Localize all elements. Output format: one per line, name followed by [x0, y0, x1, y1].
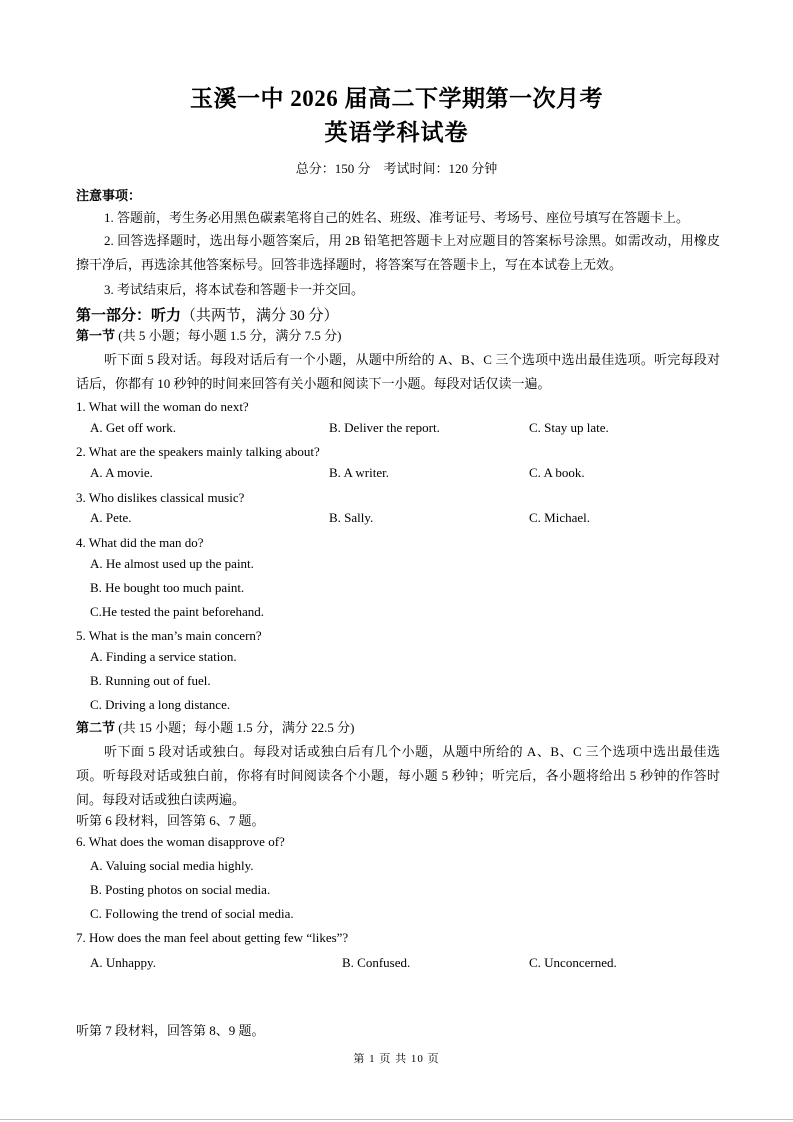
question-7-stem: 7. How does the man feel about getting few “likes”? — [76, 930, 349, 945]
bottom-rule — [0, 1119, 793, 1120]
section2-material-7: 听第 7 段材料，回答第 8、9 题。 — [76, 1023, 265, 1038]
part1-heading-rest: （共两节，满分 30 分） — [181, 308, 339, 324]
question-7-option-a: A. Unhappy. — [90, 955, 156, 970]
notice-item-1: 1. 答题前，考生务必用黑色碳素笔将自己的姓名、班级、准考证号、考场号、座位号填写在答题卡上。 — [104, 210, 690, 225]
question-1-stem: 1. What will the woman do next? — [76, 399, 249, 414]
question-3-stem: 3. Who dislikes classical music? — [76, 490, 245, 505]
section2-heading-rest: (共 15 小题；每小题 1.5 分，满分 22.5 分) — [115, 720, 355, 735]
notice-item-2: 2. 回答选择题时，选出每小题答案后，用 2B 铅笔把答题卡上对应题目的答案标号涂黑。如需改动，用橡皮擦干净后，再选涂其他答案标号。回答非选择题时，将答案写在答题卡上，写在本试卷上无效。 — [76, 233, 720, 272]
question-6-option-b: B. Posting photos on social media. — [90, 882, 271, 897]
question-6-option-c: C. Following the trend of social media. — [90, 906, 294, 921]
question-1-option-c: C. Stay up late. — [529, 420, 609, 435]
section2-heading — [76, 719, 354, 737]
section1-heading-rest: (共 5 小题；每小题 1.5 分，满分 7.5 分) — [115, 328, 342, 343]
question-4-stem: 4. What did the man do? — [76, 535, 204, 550]
notice-heading: 注意事项： — [76, 188, 142, 203]
section1-heading-bold: 第一节 — [76, 328, 116, 343]
notice-item-3: 3. 考试结束后，将本试卷和答题卡一并交回。 — [104, 282, 365, 297]
question-7-option-b: B. Confused. — [342, 955, 411, 970]
exam-meta: 总分：150 分 考试时间：120 分钟 — [295, 161, 498, 176]
section2-heading-bold: 第二节 — [76, 720, 116, 735]
question-2-stem: 2. What are the speakers mainly talking about? — [76, 444, 320, 459]
section2-instructions: 听下面 5 段对话或独白。每段对话或独白后有几个小题，从题中所给的 A、B、C 三个选项中选出最佳选项。听每段对话或独白前，你将有时间阅读各个小题，每小题 5 秒钟；听完后，各小题将给出 5 秒钟的作答时间。每段对话或独白读两遍。 — [76, 744, 720, 807]
question-7-option-c: C. Unconcerned. — [529, 955, 617, 970]
question-5-option-a: A. Finding a service station. — [90, 649, 237, 664]
exam-subtitle: 英语学科试卷 — [324, 120, 469, 145]
question-3-option-b: B. Sally. — [329, 510, 374, 525]
question-5-stem: 5. What is the man’s main concern? — [76, 628, 262, 643]
question-2-option-c: C. A book. — [529, 465, 585, 480]
page-footer: 第 1 页 共 10 页 — [353, 1053, 440, 1065]
question-4-option-a: A. He almost used up the paint. — [90, 556, 254, 571]
question-6-stem: 6. What does the woman disapprove of? — [76, 834, 285, 849]
question-6-option-a: A. Valuing social media highly. — [90, 858, 254, 873]
question-1-option-a: A. Get off work. — [90, 420, 177, 435]
question-5-option-c: C. Driving a long distance. — [90, 697, 231, 712]
question-3-option-a: A. Pete. — [90, 510, 132, 525]
question-4-option-b: B. He bought too much paint. — [90, 580, 245, 595]
section1-heading — [76, 327, 341, 345]
part1-heading — [76, 304, 339, 325]
question-5-option-b: B. Running out of fuel. — [90, 673, 211, 688]
question-4-option-c: C.He tested the paint beforehand. — [90, 604, 264, 619]
section1-instructions: 听下面 5 段对话。每段对话后有一个小题，从题中所给的 A、B、C 三个选项中选出最佳选项。听完每段对话后，你都有 10 秒钟的时间来回答有关小题和阅读下一小题。每段对话仅读一遍。 — [76, 352, 720, 391]
section2-material-6: 听第 6 段材料，回答第 6、7 题。 — [76, 813, 265, 828]
question-2-option-b: B. A writer. — [329, 465, 389, 480]
exam-title: 玉溪一中 2026 届高二下学期第一次月考 — [190, 86, 603, 111]
part1-heading-bold: 第一部分：听力 — [76, 308, 182, 324]
question-3-option-c: C. Michael. — [529, 510, 591, 525]
question-2-option-a: A. A movie. — [90, 465, 153, 480]
question-1-option-b: B. Deliver the report. — [329, 420, 440, 435]
